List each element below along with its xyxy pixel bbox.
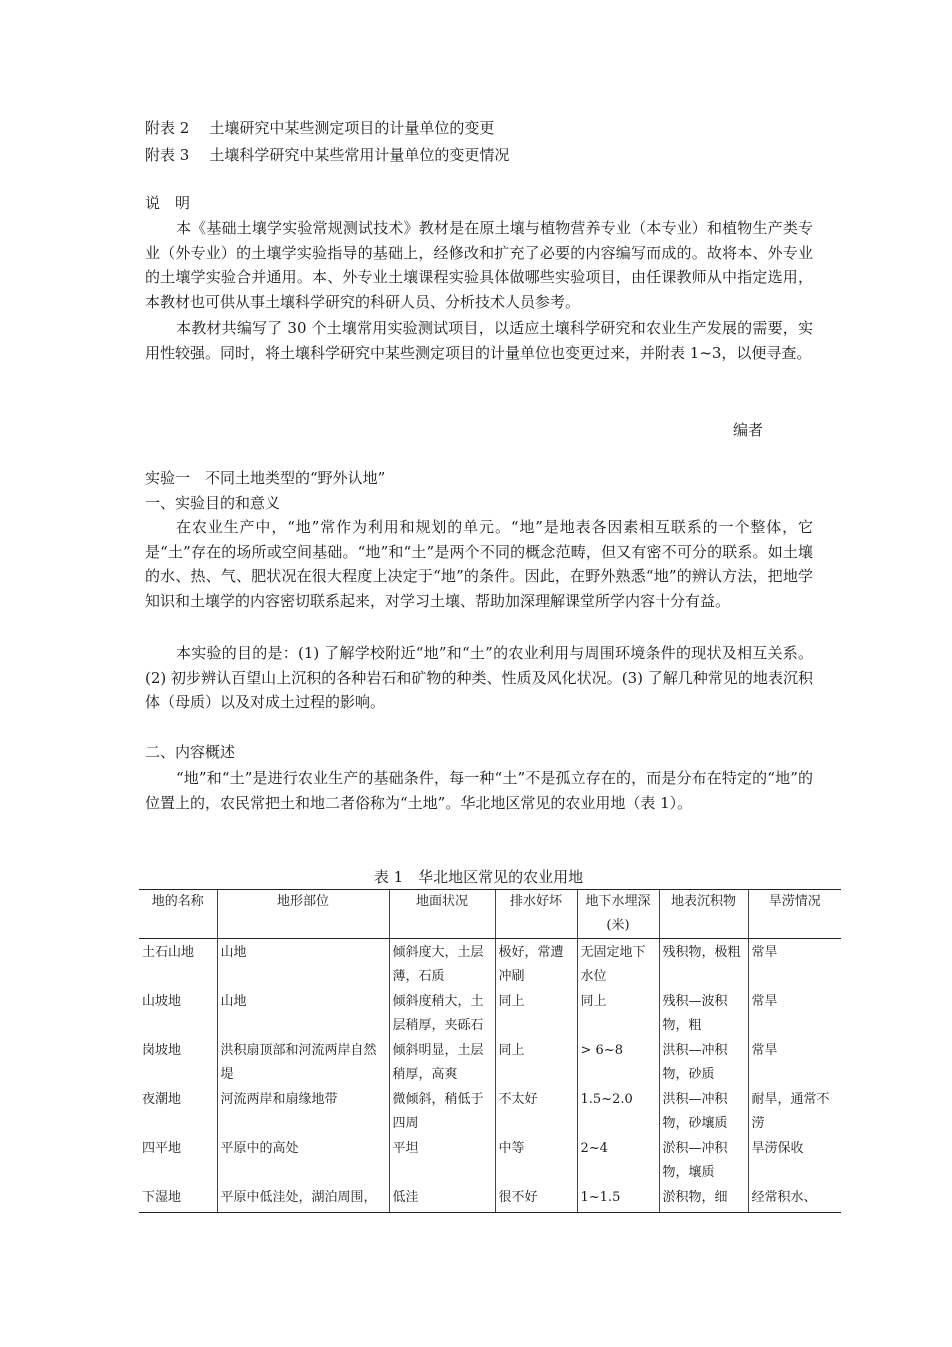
table-cell: 同上 xyxy=(577,990,659,1039)
signature: 编者 xyxy=(733,421,764,439)
explanation-paragraph: 本教材共编写了 30 个土壤常用实验测试项目，以适应土壤科学研究和农业生产发展的需要，实用性较强。同时，将土壤科学研究中某些测定项目的计量单位也变更过来，并附表 1~3，以便寻查。 xyxy=(145,319,813,362)
body-paragraph: “地”和“土”是进行农业生产的基础条件，每一种“土”不是孤立存在的，而是分布在特定的“地”的位置上的，农民常把土和地二者俗称为“土地”。华北地区常见的农业用地（表 1）。 xyxy=(145,769,813,812)
appendix-title: 土壤研究中某些测定项目的计量单位的变更 xyxy=(209,119,495,137)
table-cell: 下湿地 xyxy=(139,1186,217,1213)
table-cell: 淤积—冲积物，壤质 xyxy=(659,1137,748,1186)
table-cell: 旱涝保收 xyxy=(748,1137,841,1186)
table-cell: 同上 xyxy=(495,990,577,1039)
table-header-cell: 地表沉积物 xyxy=(659,890,748,939)
table-cell: 河流两岸和扇缘地带 xyxy=(217,1088,389,1137)
table-cell: 平坦 xyxy=(389,1137,495,1186)
table-header-cell: 地形部位 xyxy=(217,890,389,939)
table-cell: 1~1.5 xyxy=(577,1186,659,1213)
section-heading: 二、内容概述 xyxy=(145,743,236,761)
table-header-cell: 排水好坏 xyxy=(495,890,577,939)
explanation-heading: 说 明 xyxy=(145,194,191,212)
table-cell: 极好，常遭冲刷 xyxy=(495,939,577,991)
table-cell: 夜潮地 xyxy=(142,1092,182,1107)
table-cell: 倾斜度大，土层薄，石质 xyxy=(389,939,495,991)
appendix-label: 附表 3 xyxy=(145,146,190,164)
table-cell: 平原中的高处 xyxy=(217,1137,389,1186)
table-cell: 2~4 xyxy=(577,1137,659,1186)
experiment-title: 实验一 不同土地类型的“野外认地” xyxy=(145,469,386,487)
table-cell: 平原中低洼处，湖泊周围， xyxy=(217,1186,389,1213)
table-header-cell: 旱涝情况 xyxy=(748,890,841,939)
section-heading: 一、实验目的和意义 xyxy=(145,494,281,512)
table-cell: 倾斜明显，土层稍厚，高爽 xyxy=(389,1039,495,1088)
table-cell: 残积—波积物，粗 xyxy=(659,990,748,1039)
appendix-line-2 xyxy=(145,117,815,139)
table-cell: 土石山地 xyxy=(142,945,195,960)
table-cell: 倾斜度稍大，土层稍厚，夹砾石 xyxy=(389,990,495,1039)
table-header-cell: 地下水埋深(米) xyxy=(577,890,659,939)
table-cell: 耐旱，通常不涝 xyxy=(748,1088,841,1137)
table-row xyxy=(139,1088,841,1137)
table-cell: 微倾斜，稍低于四周 xyxy=(389,1088,495,1137)
appendix-label: 附表 2 xyxy=(145,119,190,137)
body-paragraph: 本实验的目的是：(1) 了解学校附近“地”和“土”的农业利用与周围环境条件的现状及相互关系。(2) 初步辨认百望山上沉积的各种岩石和矿物的种类、性质及风化状况。(3) 了解几种常见的地表沉积体（母质）以及对成土过程的影响。 xyxy=(145,644,813,711)
table-cell: 洪积扇顶部和河流两岸自然堤 xyxy=(217,1039,389,1088)
table-cell: 经常积水、 xyxy=(748,1186,841,1213)
table-row xyxy=(139,1137,841,1186)
table-cell: 不太好 xyxy=(495,1088,577,1137)
table-caption: 表 1 华北地区常见的农业用地 xyxy=(373,868,584,886)
table-cell: 山地 xyxy=(217,990,389,1039)
table-header-cell: 地的名称 xyxy=(139,890,217,939)
table-cell: 岗坡地 xyxy=(142,1043,182,1058)
table-row xyxy=(139,939,841,991)
table-cell: 1.5~2.0 xyxy=(577,1088,659,1137)
table-cell: 无固定地下水位 xyxy=(577,939,659,991)
table-cell: 中等 xyxy=(495,1137,577,1186)
appendix-title: 土壤科学研究中某些常用计量单位的变更情况 xyxy=(209,146,510,164)
table-row xyxy=(139,1039,841,1088)
table-cell: 常旱 xyxy=(748,990,841,1039)
table-cell: 四平地 xyxy=(142,1141,182,1156)
table-cell: 山坡地 xyxy=(142,994,182,1009)
table-row xyxy=(139,990,841,1039)
farmland-table xyxy=(139,889,841,1213)
table-cell: 洪积—冲积物，砂壤质 xyxy=(659,1088,748,1137)
table-header-row xyxy=(139,890,841,939)
explanation-paragraph: 本《基础土壤学实验常规测试技术》教材是在原土壤与植物营养专业（本专业）和植物生产类专业（外专业）的土壤学实验指导的基础上，经修改和扩充了必要的内容编写而成的。故将本、外专业的土壤学实验合并通用。本、外专业土壤课程实验具体做哪些实验项目，由任课教师从中指定选用，本教材也可供从事土壤科学研究的科研人员、分析技术人员参考。 xyxy=(145,219,813,311)
table-header-cell: 地面状况 xyxy=(389,890,495,939)
body-paragraph: 在农业生产中，“地”常作为利用和规划的单元。“地”是地表各因素相互联系的一个整体，它是“土”存在的场所或空间基础。“地”和“土”是两个不同的概念范畴，但又有密不可分的联系。如土壤的水、热、气、肥状况在很大程度上决定于“地”的条件。因此，在野外熟悉“地”的辨认方法，把地学知识和土壤学的内容密切联系起来，对学习土壤、帮助加深理解课堂所学内容十分有益。 xyxy=(145,518,813,610)
table-row xyxy=(139,1186,841,1213)
table-cell: 洪积—冲积物，砂质 xyxy=(659,1039,748,1088)
appendix-line-3 xyxy=(145,144,815,166)
table-cell: > 6~8 xyxy=(577,1039,659,1088)
table-cell: 很不好 xyxy=(495,1186,577,1213)
table-cell: 低洼 xyxy=(389,1186,495,1213)
table-cell: 淤积物，细 xyxy=(659,1186,748,1213)
table-cell: 常旱 xyxy=(748,1039,841,1088)
table-cell: 残积物，极粗 xyxy=(659,939,748,991)
table-cell: 常旱 xyxy=(748,939,841,991)
table-cell: 同上 xyxy=(495,1039,577,1088)
table-cell: 山地 xyxy=(217,939,389,991)
